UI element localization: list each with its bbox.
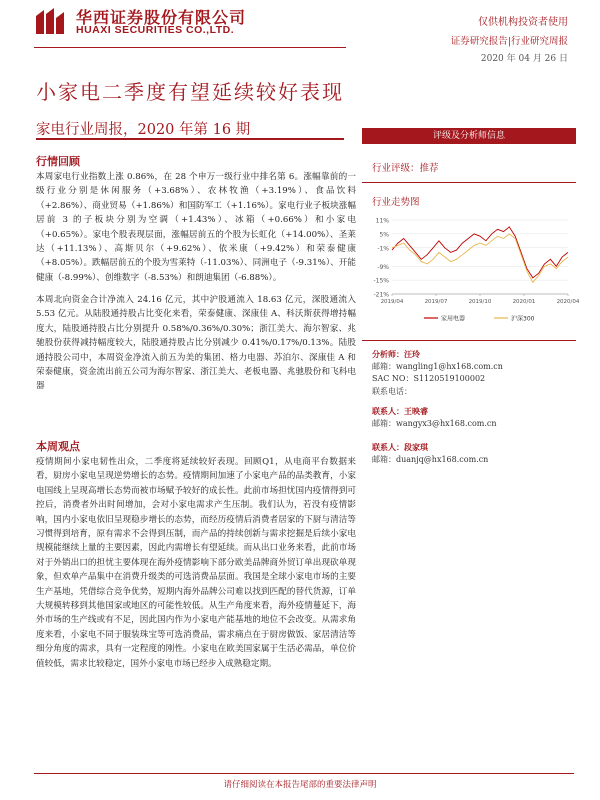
huaxi-logo-icon xyxy=(34,6,68,36)
review-text-2: 本周北向资金合计净流入 24.16 亿元，其中沪股通流入 18.63 亿元，深股通流入 5.53 亿元。从陆股通持股占比变化来看，荣泰健康、深康佳 A、科沃斯获得增持幅度大，陆股通持股占比分别提升 0.58%/0.36%/0.30%；浙江美大、海尔智家、兆驰股份获得减持幅度较大，陆股通持股占比分别减少 0.41%/0.17%/0.13%。陆股通持股公司中，本周资金净流入前五为美的集团、格力电器、苏泊尔、深康佳 A 和荣泰健康，资金流出前五公司为海尔智家、浙江美大、老板电器、兆驰股份和飞科电器 xyxy=(36,295,356,392)
x-tick-label: 2020/04 xyxy=(556,299,580,305)
analyst-email[interactable]: 邮箱：wangling1@hx168.com.cn xyxy=(372,361,503,371)
contact1-name: 联系人：王映睿 xyxy=(372,406,428,416)
legend-label: 家用电器 xyxy=(441,315,466,323)
contact1-email[interactable]: 邮箱：wangyx3@hx168.com.cn xyxy=(372,418,497,428)
report-type: 证券研究报告|行业研究周报 xyxy=(450,36,568,47)
x-tick-label: 2019/07 xyxy=(424,299,448,305)
analyst-block xyxy=(372,348,503,398)
y-tick-label: 11% xyxy=(375,217,389,225)
legend-label: 沪深300 xyxy=(511,315,535,323)
contact1-block xyxy=(372,405,497,430)
view-paragraph xyxy=(36,455,356,671)
industry-trend-chart xyxy=(362,212,580,330)
contact2-name: 联系人：段家琪 xyxy=(372,442,428,452)
review-heading: 行情回顾 xyxy=(36,155,80,168)
brand-name-en: HUAXI SECURITIES CO.,LTD. xyxy=(76,24,235,36)
audience-note: 仅供机构投资者使用 xyxy=(478,17,568,28)
analyst-phone: 联系电话： xyxy=(372,386,412,396)
industry-rating: 行业评级：推荐 xyxy=(372,163,439,174)
y-tick-label: -21% xyxy=(373,291,389,299)
series-line-2 xyxy=(392,234,568,283)
review-paragraph-2 xyxy=(36,293,356,394)
x-tick-label: 2020/01 xyxy=(512,299,536,305)
contact2-email[interactable]: 邮箱：duanjq@hx168.com.cn xyxy=(372,454,489,464)
report-date: 2020 年 04 月 26 日 xyxy=(480,54,568,64)
y-tick-label: -9% xyxy=(377,263,389,271)
legal-notice: 请仔细阅读在本报告尾部的重要法律声明 xyxy=(223,780,377,790)
chart-divider xyxy=(362,340,576,341)
page-title: 小家电二季度有望延续较好表现 xyxy=(36,80,344,104)
analyst-info-header: 评级及分析师信息 xyxy=(362,128,576,144)
header-divider xyxy=(34,47,346,48)
page-subtitle: 家电行业周报，2020 年第 16 期 xyxy=(36,122,251,138)
trend-chart-title: 行业走势图 xyxy=(372,197,420,208)
contact2-block xyxy=(372,441,488,466)
brand-name-cn: 华西证券股份有限公司 xyxy=(76,8,247,27)
review-paragraph-1 xyxy=(36,170,356,285)
subtitle-divider xyxy=(36,138,344,140)
analyst-name: 分析师：汪玲 xyxy=(372,349,420,359)
footer-divider xyxy=(34,773,574,774)
rating-divider xyxy=(362,182,576,183)
x-tick-label: 2019/04 xyxy=(380,299,404,305)
x-tick-label: 2019/10 xyxy=(468,299,492,305)
y-tick-label: -1% xyxy=(377,245,389,253)
y-tick-label: 5% xyxy=(379,231,389,239)
review-text-1: 本周家电行业指数上涨 0.86%，在 28 个申万一级行业中排名第 6。涨幅靠前的一级行业分别是休闲服务（+3.68%）、农林牧渔（+3.19%）、食品饮料（+2.86%）、商业贸易（+1.86%）和国防军工（+1.16%）。家电行业子板块涨幅居前 3 的子板块分别为空调（+1.43%）、冰箱（+0.66%）和小家电（+0.65%）。家电个股表现层面，涨幅居前五的个股为长虹化（+14.00%）、圣莱达（+11.13%）、高斯贝尔（+9.62%）、依米康（+9.42%）和荣泰健康（+8.05%）。跌幅居前五的个股为雪莱特（-11.03%）、同洲电子（-9.31%）、开能健康（-8.99%）、创维数字（-8.53%）和朗迪集团（-6.88%）。 xyxy=(36,172,356,283)
analyst-sac: SAC NO：S1120519100002 xyxy=(372,374,486,383)
y-tick-label: -15% xyxy=(373,277,389,285)
view-text: 疫情期间小家电韧性出众，二季度将延续较好表现。回顾Q1，从电商平台数据来看，厨房小家电呈现逆势增长的态势。疫情期间加速了小家电产品的品类教育，小家电国线上呈现高增长态势而被市场赋予较好的成长性。此前市场担忧国内疫情得到可控后，消费者外出时间增加，会对小家电需求产生压制。我们认为，若没有疫情影响，国内小家电依旧呈现稳步增长的态势，而经历疫情后消费者居家的下厨与清洁等习惯得到培育，原有需求不会得到压制，而产品的持续创新与需求挖掘是后续小家电规模能继续上量的主要因素，因此内需增长有望延续。而从出口业务来看，此前市场对于外销出口的担忧主要体现在海外疫情影响下部分欧美品牌商外贸订单出现砍单现象，但欢单产品集中在消费升级类的可选消费品层面。我国是全球小家电市场的主要生产基地，凭借综合竞争优势，短期内海外品牌公司难以找到匹配的替代货源，订单大规模转移到其他国家或地区的可能性较低。从生产角度来看，海外疫情蔓延下，海外市场的生产线或有不足，因此国内作为小家电产能基地的地位不会改变。从需求角度来看，小家电不同于服装珠宝等可选消费品，需求痛点在于厨房做饭、家居清洁等细分角度的需求，具有一定程度的刚性。小家电在欧美国家属于生活必需品，单位价值较低，需求比较稳定，国外小家电市场已经步入成熟稳定期。 xyxy=(36,457,356,669)
view-heading: 本周观点 xyxy=(36,440,80,453)
